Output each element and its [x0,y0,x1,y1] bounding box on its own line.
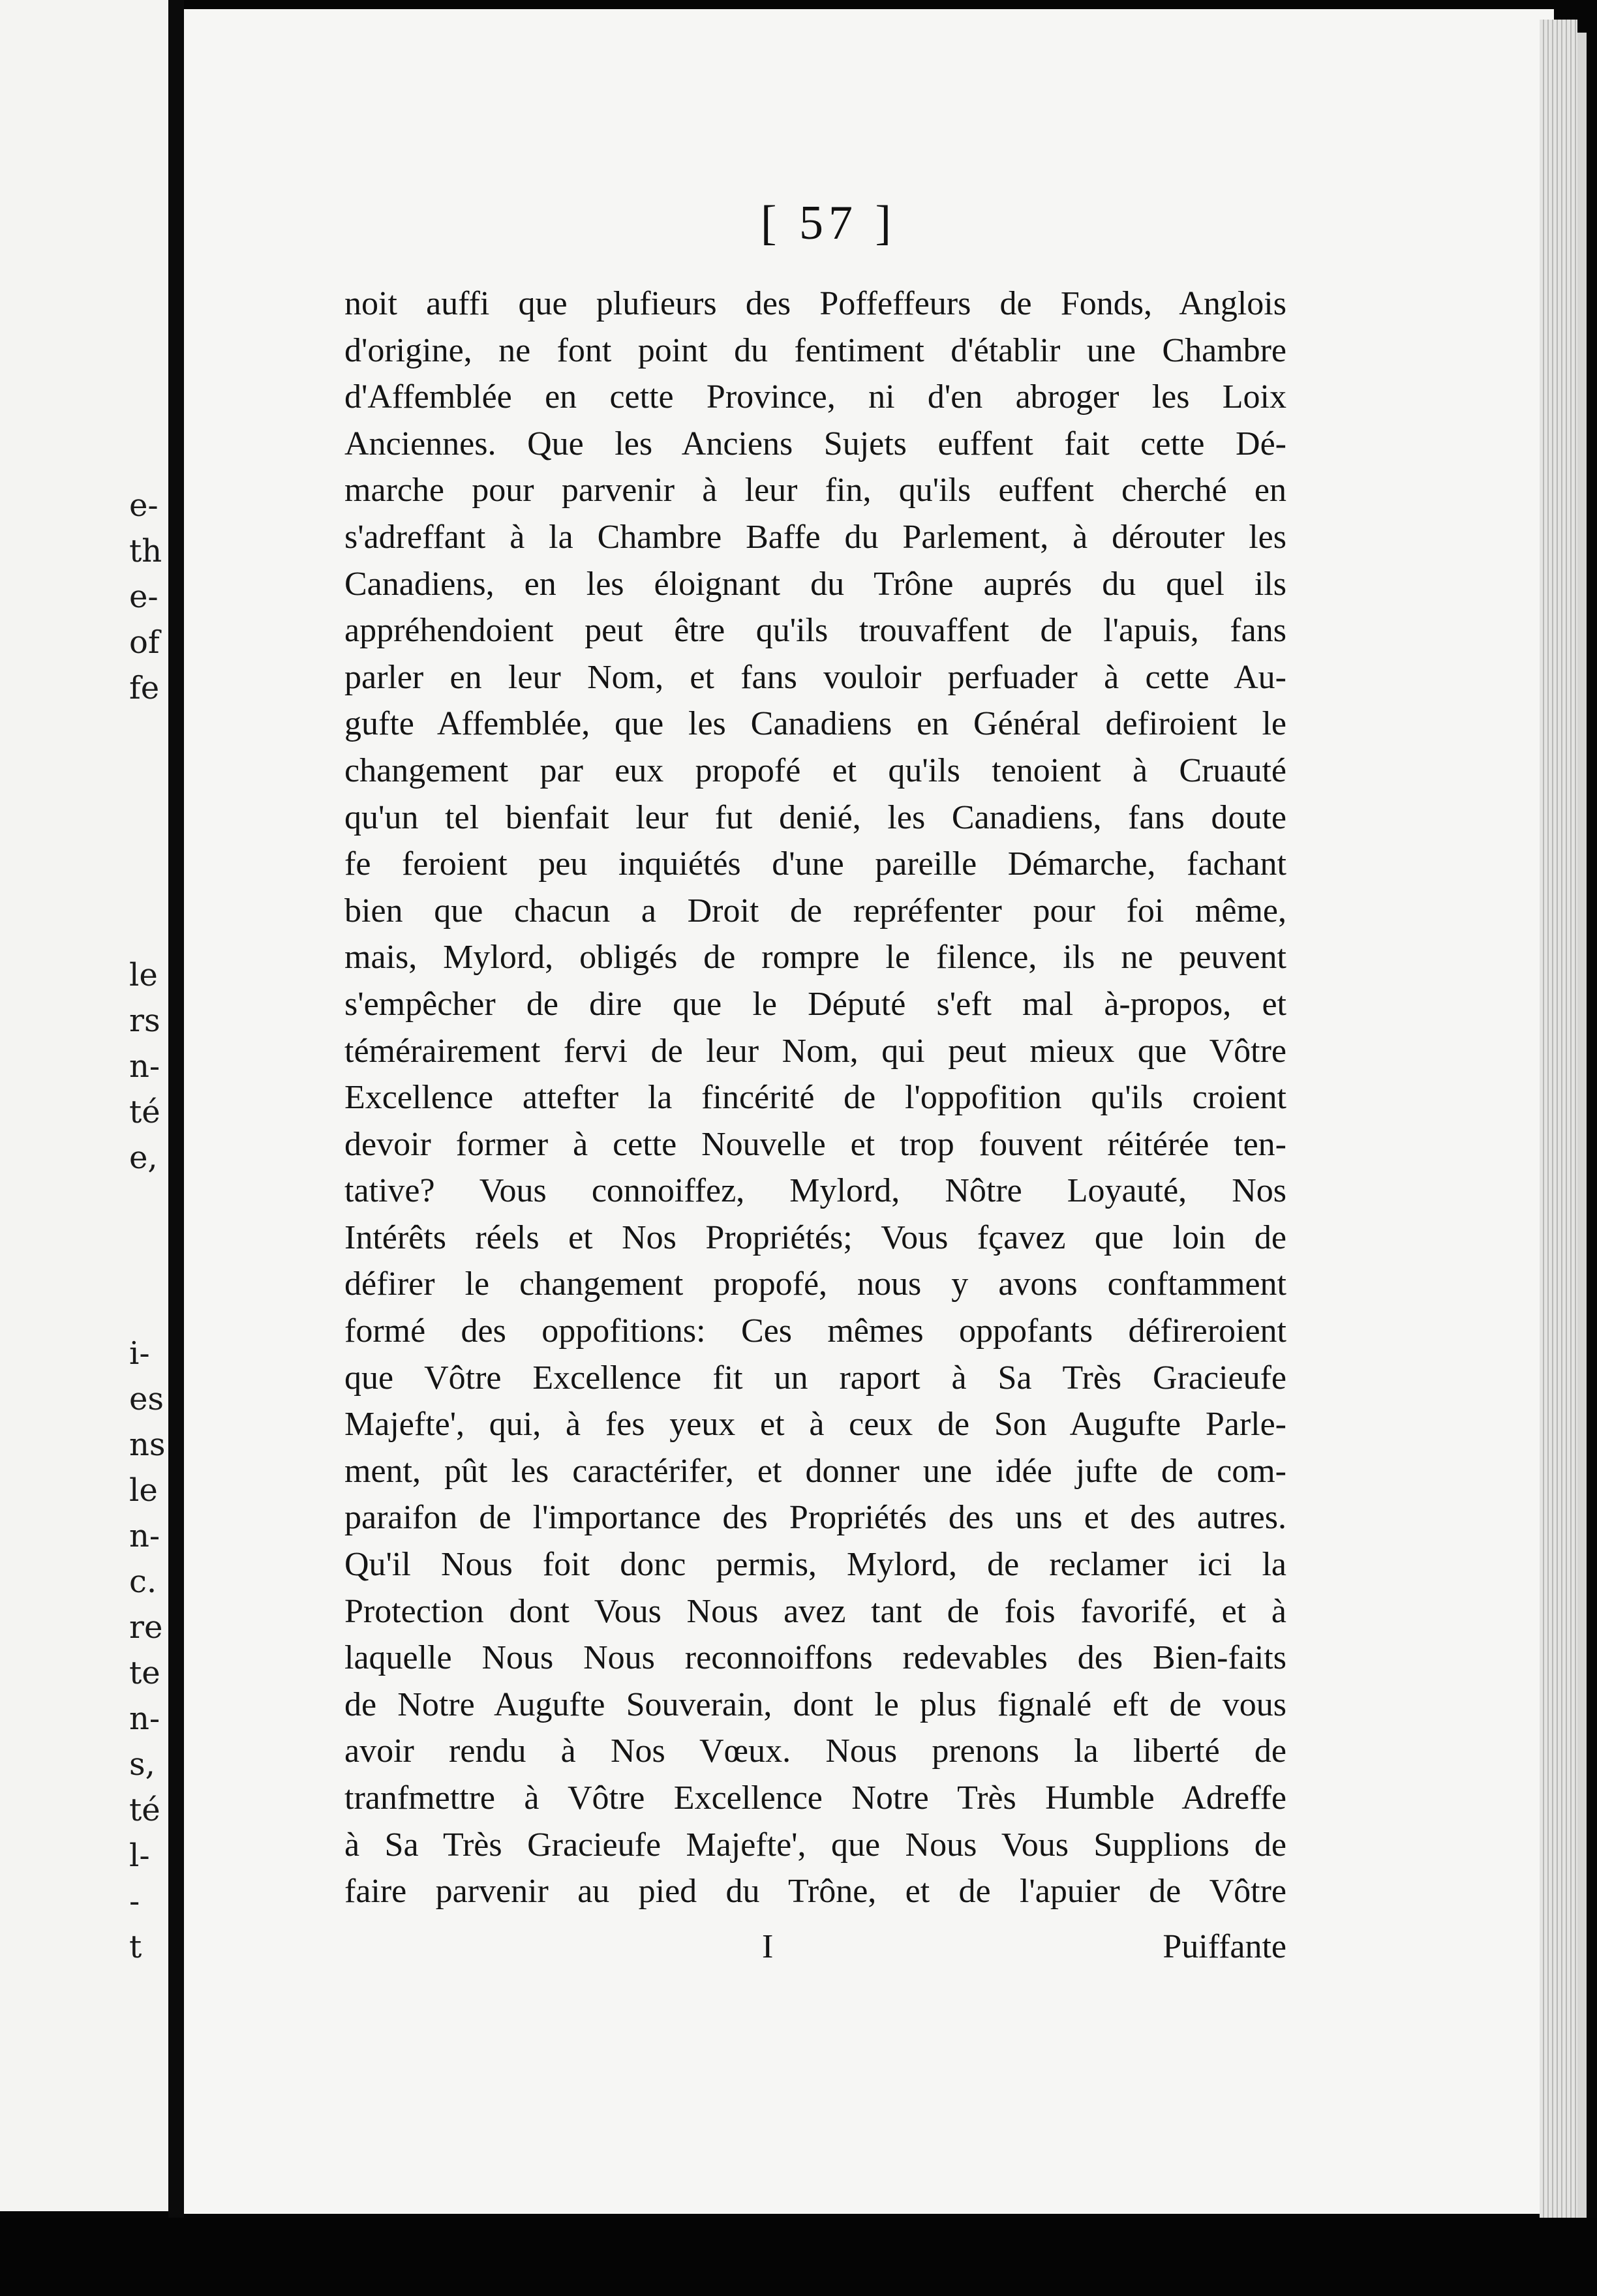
text-line: Intérêts réels et Nos Propriétés; Vous fçavez que loin de [344,1218,1286,1256]
text-line: que Vôtre Excellence fit un raport à Sa Très Gracieufe [344,1359,1286,1397]
page-edges-outer [1577,33,1587,2224]
text-line: paraifon de l'importance des Propriétés des uns et des autres. [344,1499,1286,1537]
left-margin-fragment: l- [129,1837,150,1874]
left-margin-fragment: fe [129,670,160,706]
text-line: laquelle Nous Nous reconnoiffons redevables des Bien-faits [344,1639,1286,1677]
text-line: Protection dont Vous Nous avez tant de fois favorifé, et à [344,1592,1286,1630]
text-line: formé des oppofitions: Ces mêmes oppofants défireroient [344,1312,1286,1350]
text-line: s'adreffant à la Chambre Baffe du Parlement, à dérouter les [344,518,1286,556]
text-line: faire parvenir au pied du Trône, et de l'apuier de Vôtre [344,1873,1286,1911]
left-margin-fragment: i- [129,1335,150,1372]
text-line: marche pour parvenir à leur fin, qu'ils euffent cherché en [344,472,1286,509]
page-edges [1540,20,1577,2224]
text-line: gufte Affemblée, que les Canadiens en Général defiroient le [344,705,1286,743]
text-line: défirer le changement propofé, nous y avons conftamment [344,1265,1286,1303]
text-line: Majefte', qui, à fes yeux et à ceux de Son Augufte Parle- [344,1406,1286,1443]
text-line: à Sa Très Gracieufe Majefte', que Nous Vous Supplions de [344,1826,1286,1864]
left-margin-fragment: n- [129,1518,160,1554]
text-line: appréhendoient peut être qu'ils trouvaffent de l'apuis, fans [344,612,1286,650]
left-margin-fragment: rs [129,1003,160,1039]
text-line: avoir rendu à Nos Vœux. Nous prenons la liberté de [344,1732,1286,1770]
left-margin-fragment: le [129,1472,158,1509]
left-margin-fragment: of [129,624,160,661]
text-line: Qu'il Nous foit donc permis, Mylord, de reclamer ici la [344,1546,1286,1584]
left-margin-fragment: te [129,1655,160,1691]
left-margin-fragment: t [129,1929,142,1965]
left-page [0,0,172,2211]
text-line: de Notre Augufte Souverain, dont le plus fignalé eft de vous [344,1685,1286,1723]
text-line: s'empêcher de dire que le Député s'eft mal à-propos, et [344,985,1286,1023]
text-line: fe feroient peu inquiétés d'une pareille Démarche, fachant [344,845,1286,883]
left-margin-fragment: e- [129,579,159,615]
page-number: [ 57 ] [760,196,897,250]
catchword: Puiffante [1163,1928,1286,1965]
scanner-bed-shadow [0,2218,1597,2296]
text-line: mais, Mylord, obligés de rompre le filence, ils ne peuvent [344,939,1286,976]
left-margin-fragment: ns [129,1427,166,1463]
left-margin-fragment: n- [129,1700,160,1737]
text-line: bien que chacun a Droit de repréfenter pour foi même, [344,892,1286,929]
text-line: tranfmettre à Vôtre Excellence Notre Très Humble Adreffe [344,1779,1286,1817]
text-line: qu'un tel bienfait leur fut denié, les Canadiens, fans doute [344,798,1286,836]
left-margin-fragment: e, [129,1140,158,1176]
page-footer [344,1927,1286,1980]
left-margin-fragment: - [129,1883,140,1920]
left-margin-fragment: c. [129,1563,157,1600]
text-line: témérairement fervi de leur Nom, qui peut mieux que Vôtre [344,1032,1286,1070]
text-line: devoir former à cette Nouvelle et trop fouvent réitérée ten- [344,1125,1286,1163]
left-margin-fragment: té [129,1792,160,1828]
text-line: noit auffi que plufieurs des Poffeffeurs de Fonds, Anglois [344,285,1286,322]
text-line: d'origine, ne font point du fentiment d'établir une Chambre [344,331,1286,369]
text-line: tative? Vous connoiffez, Mylord, Nôtre Loyauté, Nos [344,1172,1286,1210]
signature-mark: I [762,1928,774,1965]
text-line: Excellence attefter la fincérité de l'oppofition qu'ils croient [344,1079,1286,1117]
left-margin-fragment: es [129,1381,164,1417]
left-margin-fragment: le [129,957,158,993]
left-margin-fragment: té [129,1094,160,1130]
left-margin-fragment: n- [129,1048,160,1085]
book-gutter [168,0,184,2218]
left-margin-fragment: s, [129,1746,155,1783]
left-margin-fragment: th [129,533,162,569]
text-line: ment, pût les caractérifer, et donner une idée jufte de com- [344,1452,1286,1490]
text-line: changement par eux propofé et qu'ils tenoient à Cruauté [344,751,1286,789]
text-line: Canadiens, en les éloignant du Trône auprés du quel ils [344,565,1286,603]
left-margin-fragment: re [129,1609,163,1646]
left-margin-fragment: e- [129,487,159,524]
text-line: d'Affemblée en cette Province, ni d'en abroger les Loix [344,378,1286,416]
text-line: parler en leur Nom, et fans vouloir perfuader à cette Au- [344,658,1286,696]
text-line: Anciennes. Que les Anciens Sujets euffent fait cette Dé- [344,425,1286,462]
body-text [344,280,1286,1915]
